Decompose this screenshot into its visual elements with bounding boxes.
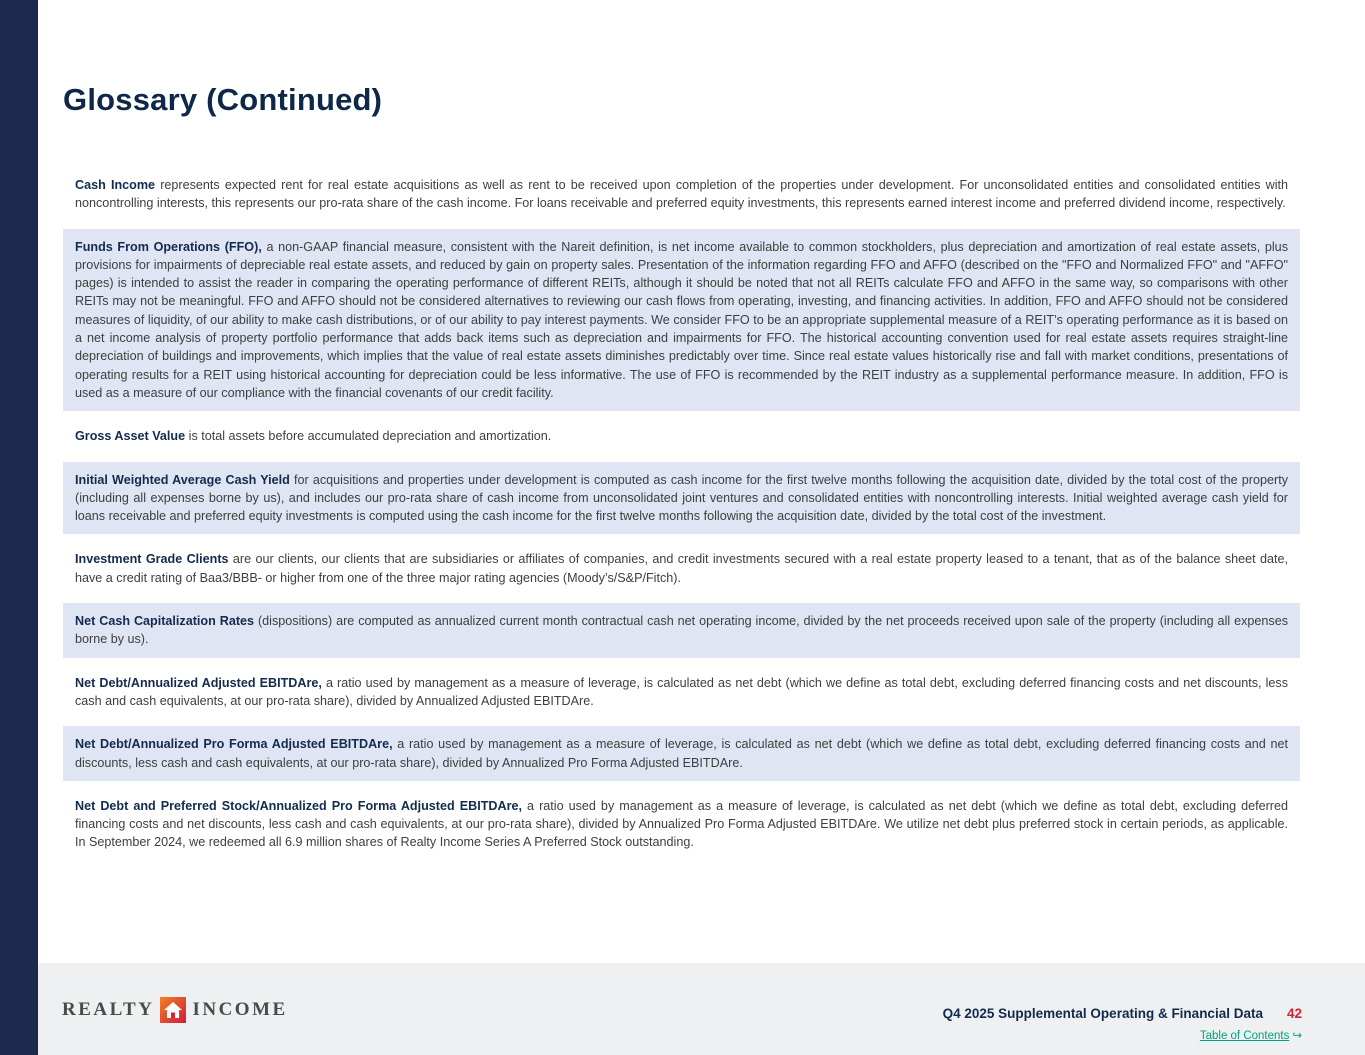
realty-income-logo: [62, 997, 288, 1023]
table-of-contents-link[interactable]: Table of Contents: [1199, 1030, 1290, 1042]
glossary-definition: represents expected rent for real estate acquisitions as well as rent to be received upon completion of the properties under development. For unconsolidated entities and consolidated entities with noncontrolling interests, this represents our pro-rata share of the cash income. For loans receivable and preferred equity investments, this represents earned interest income and preferred dividend income, respectively.: [75, 178, 1288, 211]
glossary-term: Net Cash Capitalization Rates: [75, 614, 255, 629]
glossary-definition: for acquisitions and properties under development is computed as cash income for the first twelve months following the acquisition date, divided by the total cost of the property (including all expenses borne by us), and includes our pro-rata share of cash income from unconsolidated joint ventures and consolidated entities with noncontrolling interests. Initial weighted average cash yield for loans receivable and preferred equity investments is computed using the cash income for the first twelve months following the acquisition date, divided by the total cost of the investment.: [75, 472, 1288, 524]
glossary-list: [63, 176, 1300, 868]
glossary-entry-net-cash-capitalization-rates: [63, 603, 1300, 658]
glossary-definition: a ratio used by management as a measure of leverage, is calculated as net debt (which we define as total debt, excluding deferred financing costs and net discounts, less cash and cash equivalents, at our pro-rata share), divided by Annualized Pro Forma Adjusted EBITDAre.: [75, 737, 1288, 770]
glossary-entry-gross-asset-value: [63, 427, 1300, 445]
glossary-term: Net Debt/Annualized Pro Forma Adjusted EBITDAre,: [75, 737, 393, 752]
report-title: Q4 2025 Supplemental Operating & Financial Data: [942, 1006, 1263, 1021]
glossary-term: Funds From Operations (FFO),: [75, 239, 262, 254]
glossary-entry-initial-weighted-average-cash-yield: [63, 462, 1300, 535]
glossary-definition: is total assets before accumulated depreciation and amortization.: [188, 429, 552, 444]
glossary-definition: a ratio used by management as a measure of leverage, is calculated as net debt (which we define as total debt, excluding deferred financing costs and net discounts, less cash and cash equivalents, at our pro-rata share), divided by Annualized Adjusted EBITDAre.: [75, 675, 1288, 708]
glossary-term: Initial Weighted Average Cash Yield: [75, 472, 290, 487]
glossary-term: Cash Income: [75, 178, 156, 192]
glossary-entry-net-debt-annualized-pro-forma-adjusted-ebitdare: [63, 726, 1300, 781]
logo-text-realty: REALTY: [62, 999, 155, 1020]
left-accent-bar: [0, 0, 38, 1055]
footer-right-block: [943, 1006, 1302, 1042]
glossary-term: Gross Asset Value: [75, 429, 186, 444]
glossary-definition: are our clients, our clients that are subsidiaries or affiliates of companies, and credit investments secured with a real estate property leased to a tenant, that as of the balance sheet date, have a credit rating of Baa3/BBB- or higher from one of the three major rating agencies (Moody’s/S&P/Fitch).: [75, 552, 1289, 585]
glossary-term: Investment Grade Clients: [75, 552, 229, 567]
glossary-definition: a ratio used by management as a measure of leverage, is calculated as net debt (which we define as total debt, excluding deferred financing costs and net discounts, less cash and cash equivalents, at our pro-rata share), divided by Annualized Pro Forma Adjusted EBITDAre. We utilize net debt plus preferred stock in certain periods, as applicable. In September 2024, we redeemed all 6.9 million shares of Realty Income Series A Preferred Stock outstanding.: [75, 798, 1289, 850]
glossary-definition: (dispositions) are computed as annualized current month contractual cash net operating income, divided by the net proceeds received upon sale of the property (including all expenses borne by us).: [75, 614, 1289, 647]
footer-title-line: [943, 1006, 1302, 1021]
glossary-entry-cash-income: [63, 176, 1300, 213]
page-title: Glossary (Continued): [63, 82, 383, 117]
glossary-entry-net-debt-annualized-adjusted-ebitdare: [63, 674, 1300, 711]
glossary-term: Net Debt and Preferred Stock/Annualized Pro Forma Adjusted EBITDAre,: [75, 798, 523, 813]
toc-line: [943, 1028, 1302, 1042]
glossary-entry-net-debt-and-preferred-stock: [63, 797, 1300, 852]
page-number: 42: [1286, 1006, 1302, 1021]
toc-arrow-icon: ↪: [1292, 1030, 1302, 1042]
house-icon: [160, 997, 186, 1023]
logo-text-income: INCOME: [192, 999, 288, 1020]
glossary-entry-investment-grade-clients: [63, 550, 1300, 587]
glossary-definition: a non-GAAP financial measure, consistent with the Nareit definition, is net income available to common stockholders, plus depreciation and amortization of real estate assets, plus provisions for impairments of depreciable real estate assets, and reduced by gain on property sales. Presentation of the information regarding FFO and AFFO (described on the "FFO and Normalized FFO" and "AFFO" pages) is intended to assist the reader in comparing the operating performance of different REITs, although it should be noted that not all REITs calculate FFO and AFFO in the same way, so comparisons with other REITs may not be meaningful. FFO and AFFO should not be considered alternatives to reviewing our cash flows from operating, investing, and financing activities. In addition, FFO and AFFO should not be considered measures of liquidity, of our ability to make cash distributions, or of our ability to pay interest payments. We consider FFO to be an appropriate supplemental measure of a REIT’s operating performance as it is based on a net income analysis of property portfolio performance that adds back items such as depreciation and impairments for FFO. The historical accounting convention used for real estate assets requires straight-line depreciation of buildings and improvements, which implies that the value of real estate assets diminishes predictably over time. Since real estate values historically rise and fall with market conditions, presentations of operating results for a REIT using historical accounting for depreciation could be less informative. The use of FFO is recommended by the REIT industry as a supplemental performance measure. In addition, FFO is used as a measure of our compliance with the financial covenants of our credit facility.: [75, 239, 1288, 400]
glossary-entry-ffo: [63, 229, 1300, 412]
glossary-term: Net Debt/Annualized Adjusted EBITDAre,: [75, 675, 322, 690]
